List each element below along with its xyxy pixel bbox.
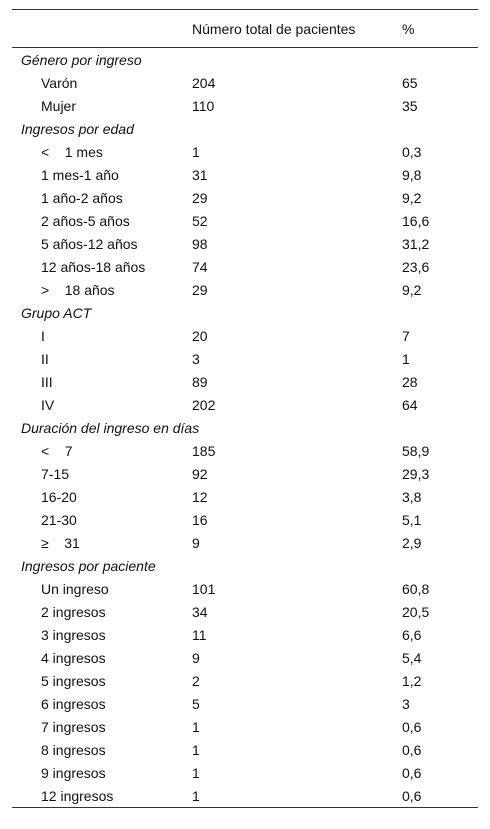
row-label-cell: 7-15 bbox=[41, 465, 70, 482]
row-total-cell: 185 bbox=[192, 442, 216, 459]
row-label-cell: 7 ingresos bbox=[41, 718, 106, 735]
row-pct-cell: 3,8 bbox=[402, 488, 422, 505]
row-pct-cell: 29,3 bbox=[402, 465, 430, 482]
section-header-row bbox=[12, 117, 478, 140]
row-pct-cell: 1 bbox=[402, 350, 410, 367]
row-label-cell: Un ingreso bbox=[41, 580, 109, 597]
row-pct-cell: 65 bbox=[402, 74, 418, 91]
table-row bbox=[12, 485, 478, 508]
row-label-cell: 5 años-12 años bbox=[41, 235, 138, 252]
row-pct-cell: 23,6 bbox=[402, 258, 430, 275]
row-pct-cell: 9,2 bbox=[402, 189, 422, 206]
row-label-cell: 4 ingresos bbox=[41, 649, 106, 666]
row-total-cell: 1 bbox=[192, 787, 200, 804]
row-pct-cell: 5,4 bbox=[402, 649, 422, 666]
table-row bbox=[12, 784, 478, 807]
table-row bbox=[12, 232, 478, 255]
table-row bbox=[12, 324, 478, 347]
row-total-cell: 98 bbox=[192, 235, 208, 252]
row-label-cell: < 1 mes bbox=[41, 143, 103, 160]
row-pct-cell: 6,6 bbox=[402, 626, 422, 643]
row-total-cell: 29 bbox=[192, 189, 208, 206]
row-label-cell: 12 ingresos bbox=[41, 787, 114, 804]
row-total-cell: 2 bbox=[192, 672, 200, 689]
row-total-cell: 1 bbox=[192, 143, 200, 160]
row-label-cell: 2 ingresos bbox=[41, 603, 106, 620]
row-total-cell: 29 bbox=[192, 281, 208, 298]
row-label-cell: 6 ingresos bbox=[41, 695, 106, 712]
row-label-cell: 2 años-5 años bbox=[41, 212, 130, 229]
section-title: Grupo ACT bbox=[21, 304, 92, 321]
row-total-cell: 1 bbox=[192, 718, 200, 735]
row-total-cell: 92 bbox=[192, 465, 208, 482]
row-label-cell: 5 ingresos bbox=[41, 672, 106, 689]
table-row bbox=[12, 600, 478, 623]
table-body bbox=[12, 48, 478, 807]
row-pct-cell: 0,3 bbox=[402, 143, 422, 160]
row-pct-cell: 2,9 bbox=[402, 534, 422, 551]
section-title: Ingresos por edad bbox=[21, 120, 134, 137]
row-label-cell: 1 mes-1 año bbox=[41, 166, 119, 183]
row-pct-cell: 9,8 bbox=[402, 166, 422, 183]
row-label-cell: 12 años-18 años bbox=[41, 258, 146, 275]
table-row bbox=[12, 439, 478, 462]
row-pct-cell: 58,9 bbox=[402, 442, 430, 459]
row-pct-cell: 20,5 bbox=[402, 603, 430, 620]
table-row bbox=[12, 94, 478, 117]
row-total-cell: 1 bbox=[192, 764, 200, 781]
row-pct-cell: 5,1 bbox=[402, 511, 422, 528]
row-total-cell: 31 bbox=[192, 166, 208, 183]
table-row bbox=[12, 140, 478, 163]
row-label-cell: 8 ingresos bbox=[41, 741, 106, 758]
row-label-cell: > 18 años bbox=[41, 281, 115, 298]
row-pct-cell: 0,6 bbox=[402, 764, 422, 781]
table-row bbox=[12, 577, 478, 600]
table-row bbox=[12, 462, 478, 485]
row-label-cell: ≥ 31 bbox=[41, 534, 80, 551]
row-label-cell: Mujer bbox=[41, 97, 77, 114]
table-row bbox=[12, 623, 478, 646]
section-title: Duración del ingreso en días bbox=[21, 419, 200, 436]
row-pct-cell: 35 bbox=[402, 97, 418, 114]
table-row bbox=[12, 186, 478, 209]
table-row bbox=[12, 370, 478, 393]
row-pct-cell: 64 bbox=[402, 396, 418, 413]
row-label-cell: 9 ingresos bbox=[41, 764, 106, 781]
row-label-cell: II bbox=[41, 350, 49, 367]
row-label-cell: I bbox=[41, 327, 45, 344]
row-label-cell: Varón bbox=[41, 74, 78, 91]
row-pct-cell: 60,8 bbox=[402, 580, 430, 597]
table-row bbox=[12, 209, 478, 232]
table-row bbox=[12, 255, 478, 278]
table-row bbox=[12, 761, 478, 784]
table-row bbox=[12, 347, 478, 370]
table-row bbox=[12, 393, 478, 416]
row-total-cell: 52 bbox=[192, 212, 208, 229]
section-title: Género por ingreso bbox=[21, 51, 142, 68]
table-row bbox=[12, 692, 478, 715]
header-total-cell: Número total de pacientes bbox=[192, 20, 356, 37]
row-label-cell: 16-20 bbox=[41, 488, 77, 505]
patients-table bbox=[12, 9, 478, 808]
table-row bbox=[12, 71, 478, 94]
row-pct-cell: 1,2 bbox=[402, 672, 422, 689]
row-total-cell: 16 bbox=[192, 511, 208, 528]
row-total-cell: 9 bbox=[192, 534, 200, 551]
table-header-row bbox=[12, 10, 478, 48]
row-pct-cell: 7 bbox=[402, 327, 410, 344]
section-header-row bbox=[12, 48, 478, 71]
row-label-cell: 21-30 bbox=[41, 511, 77, 528]
row-total-cell: 5 bbox=[192, 695, 200, 712]
row-label-cell: 3 ingresos bbox=[41, 626, 106, 643]
table-row bbox=[12, 646, 478, 669]
row-pct-cell: 31,2 bbox=[402, 235, 430, 252]
section-title: Ingresos por paciente bbox=[21, 557, 156, 574]
row-total-cell: 1 bbox=[192, 741, 200, 758]
table-row bbox=[12, 738, 478, 761]
row-label-cell: < 7 bbox=[41, 442, 73, 459]
header-pct-cell: % bbox=[402, 20, 415, 37]
row-pct-cell: 3 bbox=[402, 695, 410, 712]
table-row bbox=[12, 278, 478, 301]
row-pct-cell: 0,6 bbox=[402, 741, 422, 758]
row-pct-cell: 16,6 bbox=[402, 212, 430, 229]
row-label-cell: 1 año-2 años bbox=[41, 189, 123, 206]
row-total-cell: 202 bbox=[192, 396, 216, 413]
table-row bbox=[12, 715, 478, 738]
row-total-cell: 3 bbox=[192, 350, 200, 367]
section-header-row bbox=[12, 416, 478, 439]
section-header-row bbox=[12, 301, 478, 324]
section-header-row bbox=[12, 554, 478, 577]
row-label-cell: IV bbox=[41, 396, 55, 413]
table-row bbox=[12, 508, 478, 531]
row-total-cell: 9 bbox=[192, 649, 200, 666]
row-total-cell: 101 bbox=[192, 580, 216, 597]
row-total-cell: 74 bbox=[192, 258, 208, 275]
table-row bbox=[12, 531, 478, 554]
row-pct-cell: 28 bbox=[402, 373, 418, 390]
row-total-cell: 11 bbox=[192, 626, 207, 643]
row-label-cell: III bbox=[41, 373, 53, 390]
row-pct-cell: 0,6 bbox=[402, 787, 422, 804]
row-total-cell: 110 bbox=[192, 97, 215, 114]
row-pct-cell: 9,2 bbox=[402, 281, 422, 298]
row-total-cell: 20 bbox=[192, 327, 208, 344]
table-row bbox=[12, 669, 478, 692]
row-total-cell: 204 bbox=[192, 74, 216, 91]
table-row bbox=[12, 163, 478, 186]
row-total-cell: 34 bbox=[192, 603, 208, 620]
row-pct-cell: 0,6 bbox=[402, 718, 422, 735]
row-total-cell: 12 bbox=[192, 488, 208, 505]
row-total-cell: 89 bbox=[192, 373, 208, 390]
